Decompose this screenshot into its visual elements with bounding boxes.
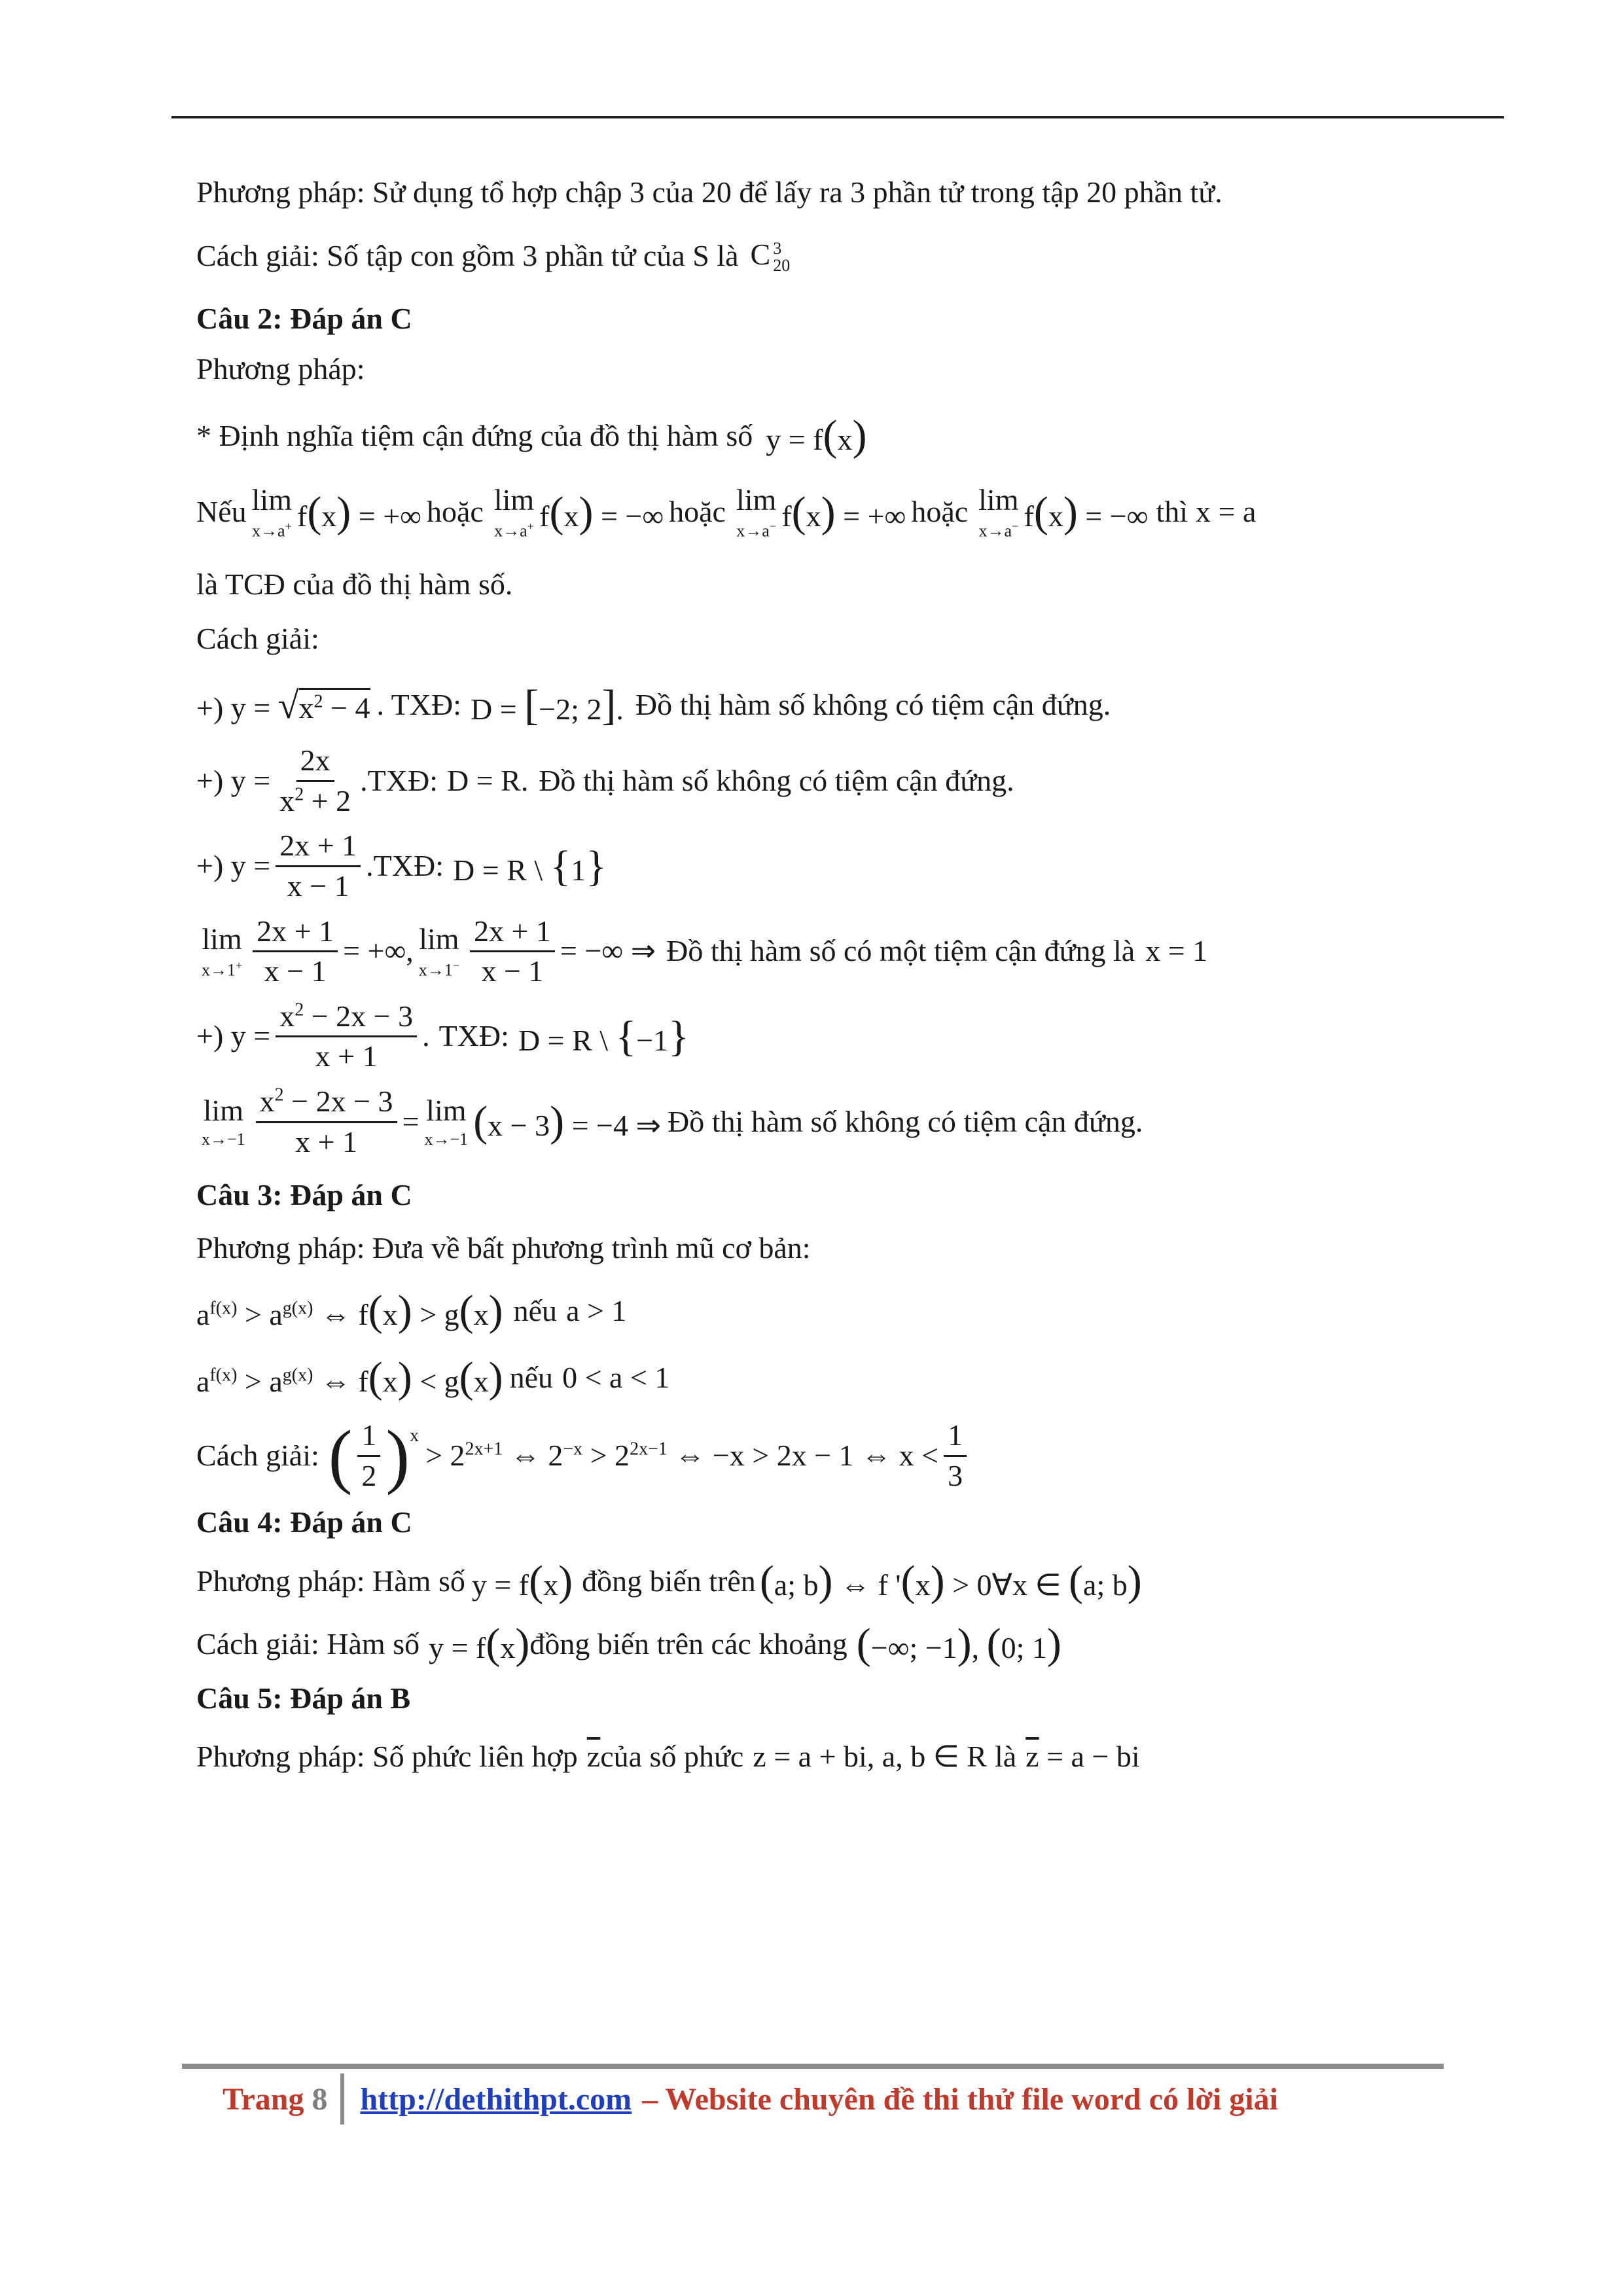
limit-expression: lim x→1+ [202, 922, 243, 980]
combination-formula: C 3 20 [750, 237, 791, 276]
fraction: $\frac{2x}{x^2 + 2}$ [279, 744, 351, 817]
question-2-heading: Câu 2: Đáp án C [196, 302, 412, 336]
case-3-limit-line: lim x→1+ $\frac{2x + 1}{x - 1}$ = +∞, lim x→1− $\frac{2x + 1}{x - 1}$ = −∞ ⇒ Đồ thị hàm số có một tiệm cận đứng là x = 1 [202, 914, 1208, 988]
solution-3-line: Cách giải: ( $\frac{1}{2}$ ) $^x$ > $2^{2x+1}$ ⇔ $2^{-x} > 2^{2x-1}$ ⇔ −x > 2x − 1 ⇔ x < $\frac{1}{3}$ [196, 1419, 1479, 1492]
limit-expression: lim x→1− [418, 922, 459, 980]
method-5-line: Phương pháp: Số phức liên hợp $\overline{z}$ của số phức z = a + bi, a, b ∈ R là $\overline{z} = a$ − bi [196, 1739, 1140, 1773]
question-5-heading: Câu 5: Đáp án B [196, 1681, 411, 1715]
method-3-line: Phương pháp: Đưa về bất phương trình mũ cơ bản: [196, 1231, 811, 1265]
fraction: $\frac{1}{2}$ [357, 1419, 380, 1492]
footer-tagline: – Website chuyên đề thi thử file word có lời giải [642, 2081, 1278, 2117]
limit-expression: lim x→a+ [493, 483, 535, 541]
fraction: $\frac{1}{3}$ [944, 1419, 967, 1492]
case-4-limit-line: lim x→−1 $\frac{x^2 - 2x - 3}{x + 1}$ = lim x→−1 (x − 3) = −4 ⇒ Đồ thị hàm số không có tiệm cận đứng. [202, 1084, 1143, 1158]
page-footer [223, 2073, 1278, 2125]
fraction: $\frac{2x + 1}{x - 1}$ [276, 829, 361, 903]
footer-rule [182, 2064, 1444, 2069]
header-rule [171, 116, 1504, 118]
method-2-label: Phương pháp: [196, 352, 365, 386]
solution-2-label: Cách giải: [196, 621, 319, 655]
rule-2-line: $a^{f(x)} > a^{g(x)}$ ⇔ f(x) < g(x) nếu 0 < a < 1 [196, 1353, 670, 1401]
case-4-line: +) y = $\frac{x^2 - 2x - 3}{x + 1}$ . TXĐ: D = R \ {−1} [196, 999, 689, 1073]
case-1-line: +) $y = √x^2 - 4$ . TXĐ: D = [−2; 2]. Đồ thị hàm số không có tiệm cận đứng. [196, 681, 1111, 729]
limit-definition-line: Nếu lim x→a+ f(x) = +∞ hoặc lim x→a+ f(x) = −∞ hoặc lim x→a− f(x) = +∞ hoặc lim x→a− f(x) = −∞ thì x = a [196, 483, 1257, 541]
page-label: Trang [223, 2081, 304, 2117]
footer-separator [340, 2073, 344, 2125]
question-4-heading: Câu 4: Đáp án C [196, 1505, 412, 1539]
limit-expression: lim x→a− [978, 483, 1019, 541]
rule-1-line: $a^{f(x)} > a^{g(x)}$ ⇔ f(x) > g(x) nếu a > 1 [196, 1286, 627, 1335]
case-3-line: +) y = $\frac{2x + 1}{x - 1}$ .TXĐ: D = R \ {1} [196, 829, 607, 903]
question-3-heading: Câu 3: Đáp án C [196, 1178, 412, 1212]
tcd-line: là TCĐ của đồ thị hàm số. [196, 567, 513, 601]
case-2-line: +) y = $\frac{2x}{x^2 + 2}$ .TXĐ: D = R. Đồ thị hàm số không có tiệm cận đứng. [196, 744, 1014, 817]
document-body [196, 175, 1479, 1774]
page-number: 8 [312, 2081, 328, 2117]
definition-line: * Định nghĩa tiệm cận đứng của đồ thị hàm số y = f(x) [196, 412, 867, 460]
limit-expression: lim x→a− [736, 483, 777, 541]
fraction: $\frac{x^2 - 2x - 3}{x + 1}$ [256, 1085, 397, 1158]
limit-expression: lim x→a+ [251, 483, 292, 541]
fraction: $\frac{2x + 1}{x - 1}$ [470, 915, 555, 988]
solution-4-line: Cách giải: Hàm số y = f(x) đồng biến trên các khoảng (−∞; −1), (0; 1) [196, 1620, 1061, 1668]
method-line-1: Phương pháp: Sử dụng tổ hợp chập 3 của 20 để lấy ra 3 phần tử trong tập 20 phần tử. [196, 175, 1222, 209]
solution-line-1: Cách giải: Số tập con gồm 3 phần tử của S là C 3 20 [196, 237, 791, 276]
limit-expression: lim x→−1 [424, 1094, 469, 1149]
fraction: $\frac{2x + 1}{x - 1}$ [253, 915, 338, 988]
website-link[interactable]: http://dethithpt.com [360, 2081, 632, 2117]
method-4-line: Phương pháp: Hàm số y = f(x) đồng biến trên (a; b) ⇔ f '(x) > 0∀x ∈ (a; b) [196, 1557, 1142, 1605]
fraction: $\frac{x^2 - 2x - 3}{x + 1}$ [276, 1000, 417, 1073]
limit-expression: lim x→−1 [202, 1094, 245, 1149]
